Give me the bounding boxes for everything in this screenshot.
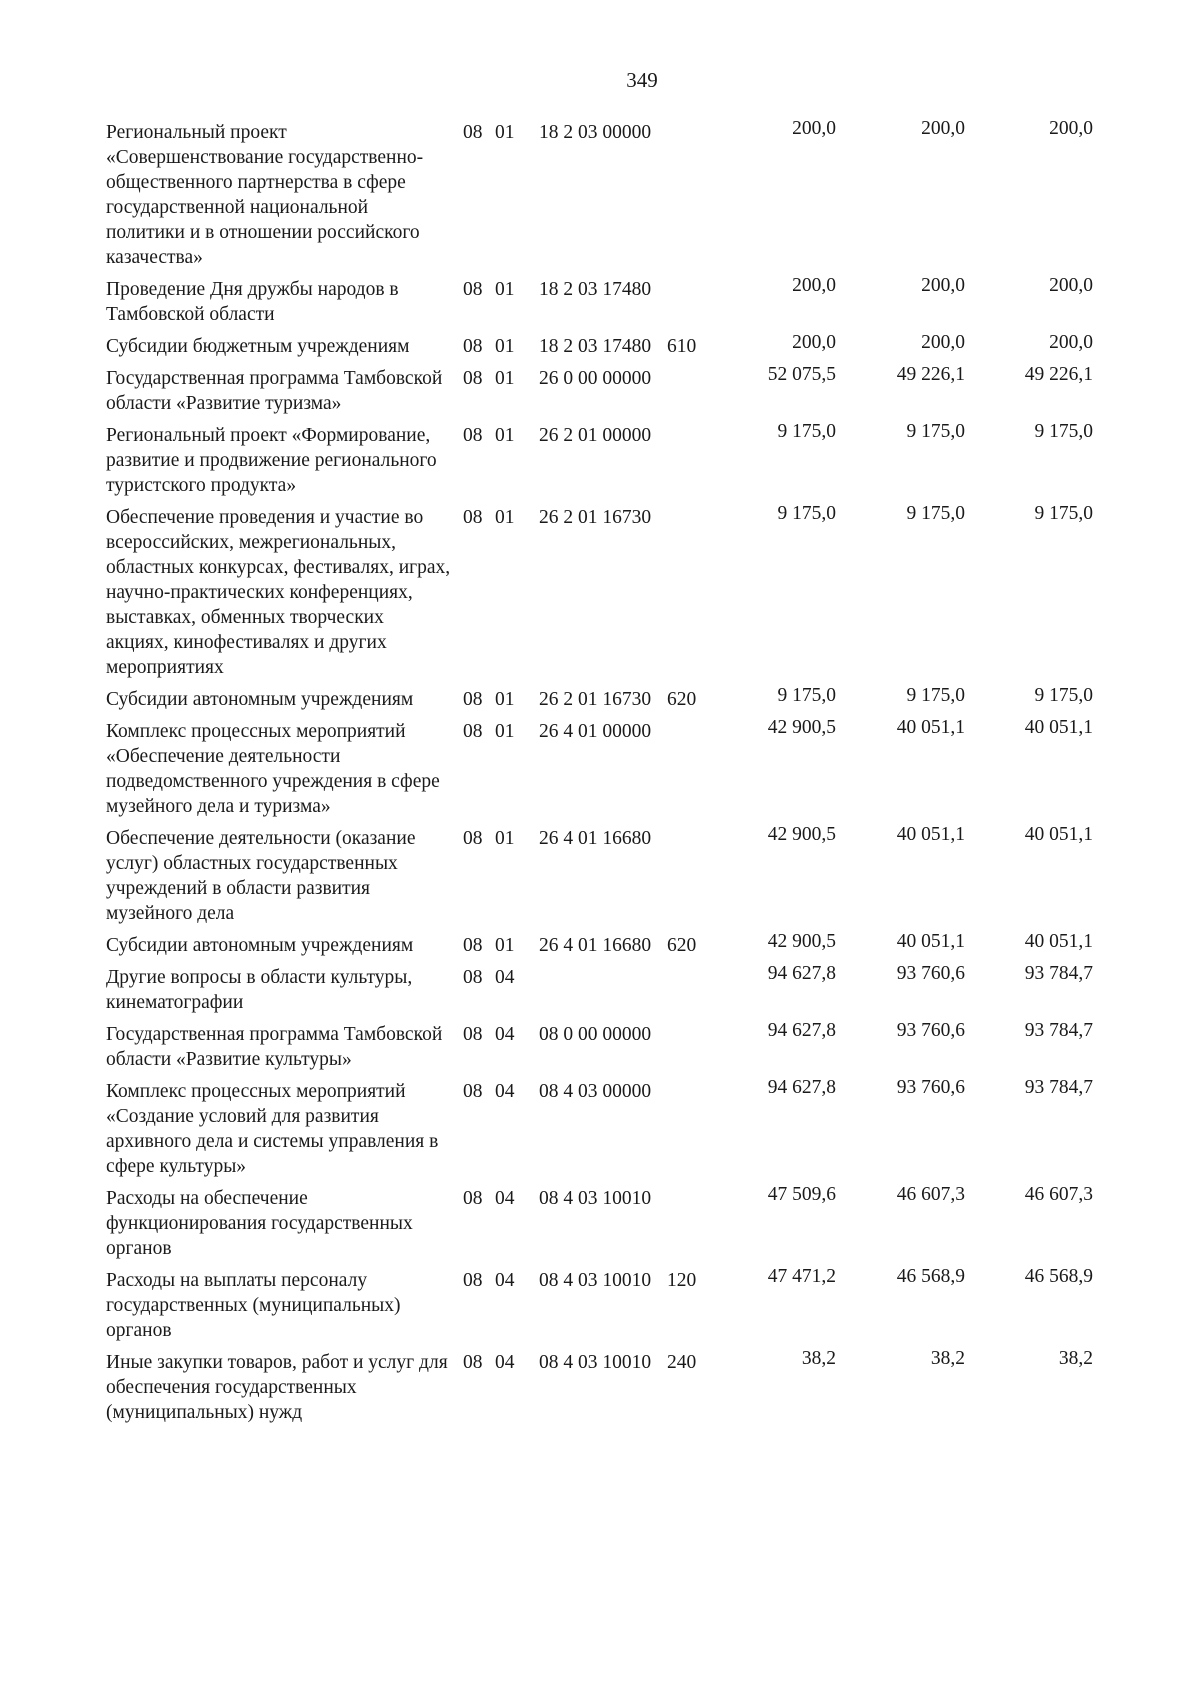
row-name: Расходы на выплаты персоналу государственных (муниципальных) органов	[106, 1270, 401, 1341]
row-subsection: 01	[495, 336, 515, 357]
table-row	[106, 277, 1106, 327]
row-amount-1: 47 471,2	[767, 1266, 836, 1287]
row-amount-1: 52 075,5	[767, 364, 836, 385]
row-amount-3: 200,0	[1049, 275, 1093, 296]
row-amount-3: 40 051,1	[1024, 717, 1093, 738]
row-amount-3: 46 607,3	[1024, 1184, 1093, 1205]
row-amount-1: 200,0	[792, 332, 836, 353]
table-row	[106, 719, 1106, 819]
row-name: Комплекс процессных мероприятий «Создание условий для развития архивного дела и системы управления в сфере культуры»	[106, 1081, 439, 1177]
row-amount-1: 200,0	[792, 118, 836, 139]
row-amount-1: 42 900,5	[767, 717, 836, 738]
row-name: Государственная программа Тамбовской области «Развитие туризма»	[106, 368, 443, 414]
row-amount-1: 94 627,8	[767, 1077, 836, 1098]
row-target-article: 08 4 03 10010	[539, 1352, 652, 1373]
row-amount-2: 200,0	[921, 275, 965, 296]
row-target-article: 18 2 03 00000	[539, 122, 652, 143]
row-name: Проведение Дня дружбы народов в Тамбовской области	[106, 279, 399, 325]
row-amount-1: 42 900,5	[767, 931, 836, 952]
budget-table	[106, 120, 1106, 1432]
row-amount-3: 49 226,1	[1024, 364, 1093, 385]
row-name: Обеспечение проведения и участие во всероссийских, межрегиональных, областных конкурсах, фестивалях, играх, научно-практических конференциях, выставках, обменных творческих акциях, кинофестивалях и других мероприятиях	[106, 507, 451, 678]
row-amount-1: 9 175,0	[777, 421, 836, 442]
row-target-article: 26 2 01 16730	[539, 507, 652, 528]
row-amount-1: 47 509,6	[767, 1184, 836, 1205]
row-amount-1: 200,0	[792, 275, 836, 296]
table-row	[106, 366, 1106, 416]
row-amount-1: 38,2	[801, 1348, 836, 1369]
row-expense-type: 240	[667, 1352, 697, 1373]
row-subsection: 01	[495, 828, 515, 849]
row-amount-3: 38,2	[1058, 1348, 1093, 1369]
row-amount-2: 46 568,9	[896, 1266, 965, 1287]
page-number: 349	[626, 68, 658, 92]
row-target-article: 08 4 03 10010	[539, 1188, 652, 1209]
table-row	[106, 933, 1106, 958]
row-target-article: 18 2 03 17480	[539, 279, 652, 300]
row-target-article: 08 4 03 10010	[539, 1270, 652, 1291]
row-amount-2: 46 607,3	[896, 1184, 965, 1205]
row-name: Субсидии автономным учреждениям	[106, 689, 414, 710]
row-target-article: 08 4 03 00000	[539, 1081, 652, 1102]
row-section: 08	[463, 1352, 483, 1373]
row-subsection: 01	[495, 721, 515, 742]
row-subsection: 01	[495, 689, 515, 710]
row-section: 08	[463, 1081, 483, 1102]
row-target-article: 26 4 01 00000	[539, 721, 652, 742]
row-amount-2: 93 760,6	[896, 963, 965, 984]
row-section: 08	[463, 967, 483, 988]
row-section: 08	[463, 336, 483, 357]
row-expense-type: 610	[667, 336, 697, 357]
row-amount-1: 42 900,5	[767, 824, 836, 845]
row-amount-2: 9 175,0	[906, 421, 965, 442]
table-row	[106, 1022, 1106, 1072]
row-name: Обеспечение деятельности (оказание услуг) областных государственных учреждений в области развития музейного дела	[106, 828, 416, 924]
row-name: Региональный проект «Формирование, развитие и продвижение регионального туристского продукта»	[106, 425, 437, 496]
row-section: 08	[463, 935, 483, 956]
row-subsection: 04	[495, 967, 515, 988]
row-subsection: 04	[495, 1352, 515, 1373]
row-amount-2: 200,0	[921, 332, 965, 353]
row-subsection: 01	[495, 425, 515, 446]
row-section: 08	[463, 828, 483, 849]
row-target-article: 26 2 01 16730	[539, 689, 652, 710]
row-target-article: 18 2 03 17480	[539, 336, 652, 357]
row-amount-3: 9 175,0	[1034, 685, 1093, 706]
row-name: Региональный проект «Совершенствование государственно-общественного партнерства в сфере государственной национальной политики и в отношении российского казачества»	[106, 122, 424, 268]
row-amount-2: 93 760,6	[896, 1077, 965, 1098]
row-amount-2: 93 760,6	[896, 1020, 965, 1041]
row-amount-2: 49 226,1	[896, 364, 965, 385]
row-subsection: 01	[495, 122, 515, 143]
row-subsection: 04	[495, 1081, 515, 1102]
row-amount-2: 38,2	[930, 1348, 965, 1369]
row-amount-3: 93 784,7	[1024, 1020, 1093, 1041]
row-amount-3: 9 175,0	[1034, 421, 1093, 442]
row-name: Комплекс процессных мероприятий «Обеспечение деятельности подведомственного учреждения в сфере музейного дела и туризма»	[106, 721, 440, 817]
row-amount-3: 40 051,1	[1024, 824, 1093, 845]
row-subsection: 01	[495, 368, 515, 389]
row-section: 08	[463, 122, 483, 143]
row-section: 08	[463, 1024, 483, 1045]
row-target-article: 08 0 00 00000	[539, 1024, 652, 1045]
row-amount-1: 94 627,8	[767, 963, 836, 984]
row-name: Государственная программа Тамбовской области «Развитие культуры»	[106, 1024, 443, 1070]
row-amount-2: 200,0	[921, 118, 965, 139]
row-section: 08	[463, 689, 483, 710]
table-row	[106, 1079, 1106, 1179]
row-amount-2: 9 175,0	[906, 685, 965, 706]
table-row	[106, 505, 1106, 680]
row-section: 08	[463, 1270, 483, 1291]
row-amount-3: 40 051,1	[1024, 931, 1093, 952]
table-row	[106, 965, 1106, 1015]
table-row	[106, 1350, 1106, 1425]
row-subsection: 01	[495, 279, 515, 300]
row-section: 08	[463, 279, 483, 300]
row-target-article: 26 0 00 00000	[539, 368, 652, 389]
row-expense-type: 620	[667, 689, 697, 710]
row-target-article: 26 4 01 16680	[539, 935, 652, 956]
row-section: 08	[463, 1188, 483, 1209]
row-amount-1: 9 175,0	[777, 685, 836, 706]
row-amount-3: 200,0	[1049, 118, 1093, 139]
row-subsection: 01	[495, 507, 515, 528]
row-section: 08	[463, 721, 483, 742]
row-amount-2: 9 175,0	[906, 503, 965, 524]
row-target-article: 26 4 01 16680	[539, 828, 652, 849]
row-expense-type: 620	[667, 935, 697, 956]
row-expense-type: 120	[667, 1270, 697, 1291]
row-name: Субсидии бюджетным учреждениям	[106, 336, 410, 357]
row-subsection: 01	[495, 935, 515, 956]
table-row	[106, 826, 1106, 926]
row-name: Другие вопросы в области культуры, кинематографии	[106, 967, 413, 1013]
row-amount-3: 46 568,9	[1024, 1266, 1093, 1287]
row-subsection: 04	[495, 1270, 515, 1291]
row-amount-1: 9 175,0	[777, 503, 836, 524]
row-amount-2: 40 051,1	[896, 824, 965, 845]
row-amount-3: 93 784,7	[1024, 1077, 1093, 1098]
row-amount-3: 200,0	[1049, 332, 1093, 353]
row-amount-2: 40 051,1	[896, 717, 965, 738]
table-row	[106, 334, 1106, 359]
row-amount-2: 40 051,1	[896, 931, 965, 952]
row-section: 08	[463, 425, 483, 446]
row-section: 08	[463, 368, 483, 389]
row-name: Субсидии автономным учреждениям	[106, 935, 414, 956]
row-section: 08	[463, 507, 483, 528]
row-name: Расходы на обеспечение функционирования государственных органов	[106, 1188, 413, 1259]
table-row	[106, 423, 1106, 498]
row-subsection: 04	[495, 1024, 515, 1045]
table-row	[106, 120, 1106, 270]
row-amount-1: 94 627,8	[767, 1020, 836, 1041]
table-row	[106, 1268, 1106, 1343]
row-target-article: 26 2 01 00000	[539, 425, 652, 446]
row-amount-3: 93 784,7	[1024, 963, 1093, 984]
row-subsection: 04	[495, 1188, 515, 1209]
table-row	[106, 1186, 1106, 1261]
table-row	[106, 687, 1106, 712]
row-amount-3: 9 175,0	[1034, 503, 1093, 524]
row-name: Иные закупки товаров, работ и услуг для обеспечения государственных (муниципальных) нужд	[106, 1352, 448, 1423]
